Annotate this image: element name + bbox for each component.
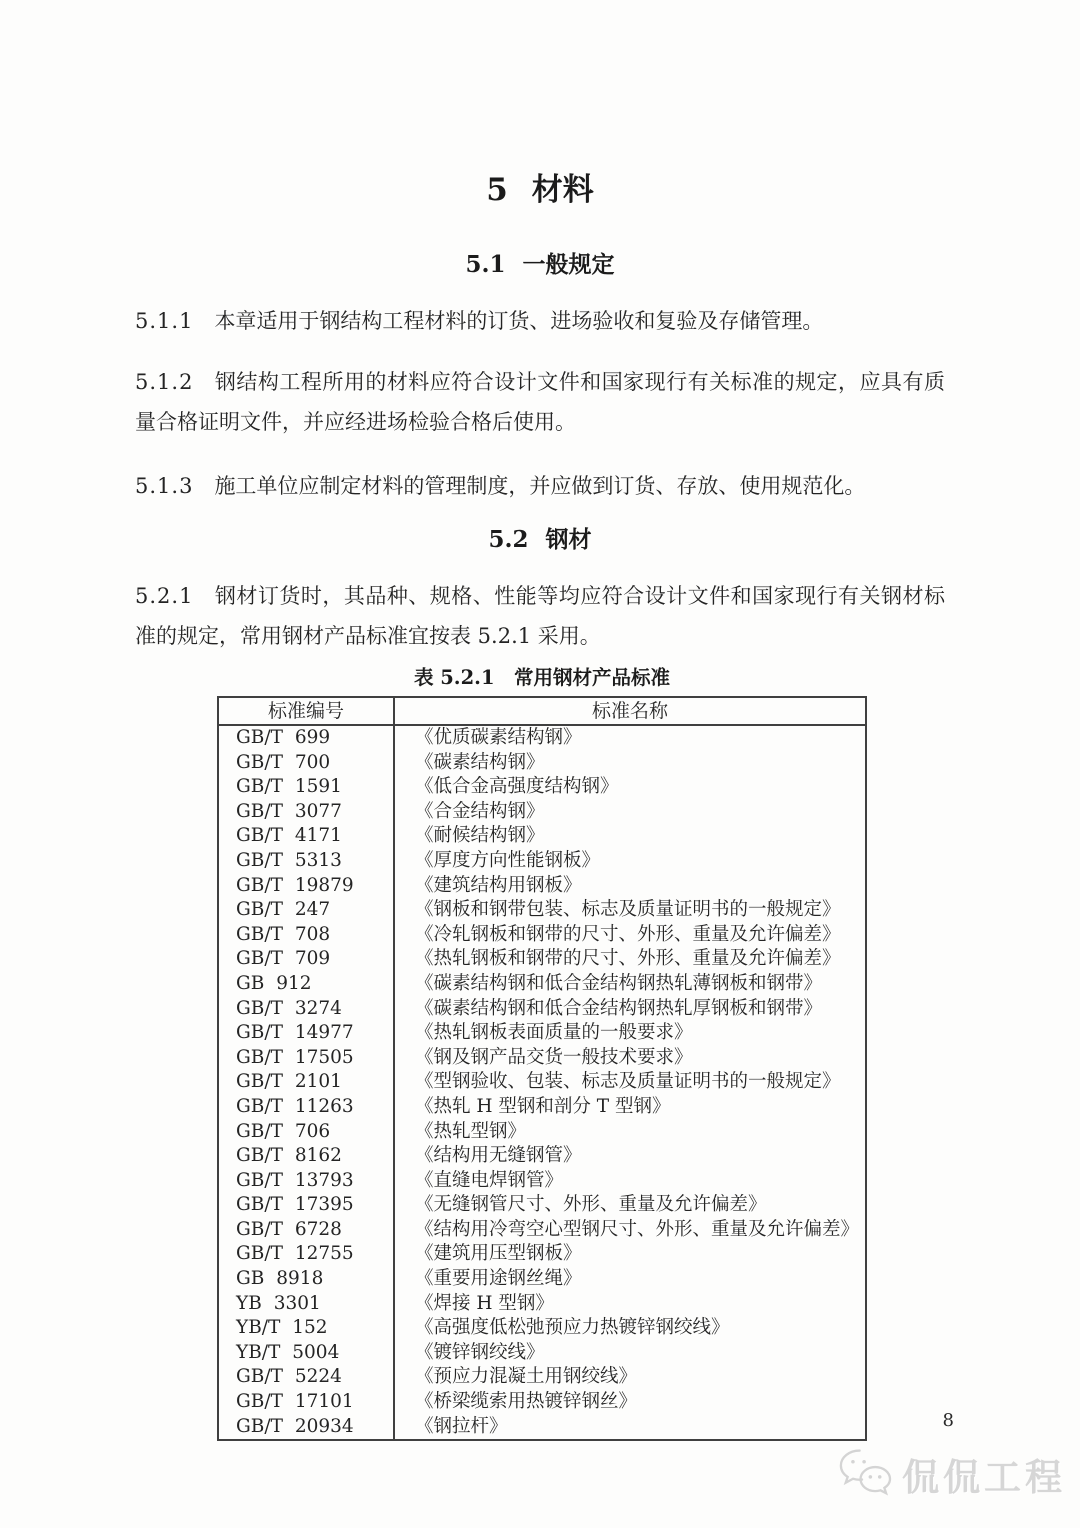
standard-name-cell: 《热轧 H 型钢和剖分 T 型钢》 — [415, 1095, 671, 1117]
wechat-bubbles-logo-icon — [836, 1447, 894, 1501]
table-row — [218, 1390, 866, 1415]
clause-text: 钢结构工程所用的材料应符合设计文件和国家现行有关标准的规定，应具有质量合格证明文件，并应经进场检验合格后使用。 — [135, 370, 945, 434]
clause-5-1-3 — [135, 466, 945, 506]
clause-number: 5.1.3 — [135, 474, 194, 498]
standard-code-cell: GB/T 1591 — [218, 775, 394, 800]
standard-name-cell: 《碳素结构钢和低合金结构钢热轧薄钢板和钢带》 — [415, 972, 823, 994]
standard-code-cell: GB/T 247 — [218, 898, 394, 923]
table-row — [218, 1242, 866, 1267]
standard-code-cell: YB/T 5004 — [218, 1341, 394, 1366]
standard-code-cell: GB/T 700 — [218, 751, 394, 776]
standard-name-cell: 《耐候结构钢》 — [415, 825, 545, 847]
table-row — [218, 1021, 866, 1046]
standard-name-cell: 《碳素结构钢和低合金结构钢热轧厚钢板和钢带》 — [415, 997, 823, 1019]
chapter-title — [135, 0, 945, 208]
table-row — [218, 1365, 866, 1390]
standard-code-cell: GB/T 17101 — [218, 1390, 394, 1415]
table-row — [218, 751, 866, 776]
standard-name-cell: 《镀锌钢绞线》 — [415, 1341, 545, 1363]
standard-name-cell: 《预应力混凝土用钢绞线》 — [415, 1366, 638, 1388]
standard-name-cell: 《重要用途钢丝绳》 — [415, 1268, 582, 1290]
standard-name-cell: 《结构用冷弯空心型钢尺寸、外形、重量及允许偏差》 — [415, 1218, 860, 1240]
table-row — [218, 972, 866, 997]
table-row — [218, 725, 866, 751]
standard-name-cell: 《建筑用压型钢板》 — [415, 1243, 582, 1265]
clause-text: 钢材订货时，其品种、规格、性能等均应符合设计文件和国家现行有关钢材标准的规定，常用钢材产品标准宜按表 5.2.1 采用。 — [135, 584, 945, 648]
clause-number: 5.2.1 — [135, 584, 194, 608]
clause-text: 施工单位应制定材料的管理制度，并应做到订货、存放、使用规范化。 — [214, 474, 866, 498]
standard-code-cell: GB/T 706 — [218, 1120, 394, 1145]
clause-5-1-1 — [135, 301, 945, 341]
standard-name-cell: 《钢板和钢带包装、标志及质量证明书的一般规定》 — [415, 899, 841, 921]
standard-code-cell: GB/T 709 — [218, 947, 394, 972]
column-header-standard-code: 标准编号 — [218, 697, 394, 725]
standard-code-cell: GB/T 5224 — [218, 1365, 394, 1390]
table-header-row — [218, 697, 866, 725]
table-row — [218, 898, 866, 923]
table-row — [218, 997, 866, 1022]
column-header-standard-name: 标准名称 — [394, 697, 866, 725]
standard-name-cell: 《钢拉杆》 — [415, 1415, 508, 1437]
chapter-name: 材料 — [531, 172, 594, 208]
standard-code-cell: GB/T 3077 — [218, 800, 394, 825]
standard-code-cell: GB 912 — [218, 972, 394, 997]
standard-name-cell: 《热轧钢板和钢带的尺寸、外形、重量及允许偏差》 — [415, 948, 841, 970]
section-name: 一般规定 — [522, 251, 615, 278]
table-row — [218, 1341, 866, 1366]
table-row — [218, 1292, 866, 1317]
table-row — [218, 849, 866, 874]
section-number: 5.1 — [465, 251, 506, 278]
clause-number: 5.1.2 — [135, 370, 194, 394]
standards-table — [217, 696, 867, 1441]
standard-code-cell: GB/T 5313 — [218, 849, 394, 874]
standard-name-cell: 《优质碳素结构钢》 — [415, 727, 582, 748]
standard-code-cell: GB/T 8162 — [218, 1144, 394, 1169]
clause-5-1-2 — [135, 362, 945, 442]
clause-text: 本章适用于钢结构工程材料的订货、进场验收和复验及存储管理。 — [214, 309, 824, 333]
table-row — [218, 1120, 866, 1145]
standard-code-cell: GB/T 11263 — [218, 1095, 394, 1120]
table-row — [218, 775, 866, 800]
standard-name-cell: 《热轧型钢》 — [415, 1120, 527, 1142]
table-row — [218, 1218, 866, 1243]
standard-code-cell: GB/T 17505 — [218, 1046, 394, 1071]
clause-number: 5.1.1 — [135, 309, 194, 333]
table-row — [218, 947, 866, 972]
standards-table-body — [218, 725, 866, 1440]
table-caption: 表 5.2.1 常用钢材产品标准 — [413, 666, 671, 689]
standard-name-cell: 《直缝电焊钢管》 — [415, 1169, 564, 1191]
chapter-number: 5 — [486, 172, 508, 208]
standard-code-cell: GB 8918 — [218, 1267, 394, 1292]
standard-name-cell: 《钢及钢产品交货一般技术要求》 — [415, 1046, 693, 1068]
standard-name-cell: 《桥梁缆索用热镀锌钢丝》 — [415, 1391, 638, 1413]
standard-name-cell: 《合金结构钢》 — [415, 800, 545, 822]
table-row — [218, 874, 866, 899]
standard-name-cell: 《低合金高强度结构钢》 — [415, 776, 619, 798]
standard-name-cell: 《型钢验收、包装、标志及质量证明书的一般规定》 — [415, 1071, 841, 1093]
standard-code-cell: GB/T 17395 — [218, 1193, 394, 1218]
table-row — [218, 1267, 866, 1292]
table-row — [218, 1316, 866, 1341]
standard-code-cell: GB/T 3274 — [218, 997, 394, 1022]
standard-code-cell: GB/T 2101 — [218, 1070, 394, 1095]
table-row — [218, 1095, 866, 1120]
table-row — [218, 1415, 866, 1441]
standard-code-cell: GB/T 699 — [218, 725, 394, 751]
standard-code-cell: YB/T 152 — [218, 1316, 394, 1341]
standard-code-cell: GB/T 4171 — [218, 824, 394, 849]
table-row — [218, 1046, 866, 1071]
standard-code-cell: GB/T 12755 — [218, 1242, 394, 1267]
standard-name-cell: 《无缝钢管尺寸、外形、重量及允许偏差》 — [415, 1194, 767, 1216]
standard-code-cell: GB/T 708 — [218, 923, 394, 948]
standard-name-cell: 《热轧钢板表面质量的一般要求》 — [415, 1022, 693, 1044]
standard-name-cell: 《冷轧钢板和钢带的尺寸、外形、重量及允许偏差》 — [415, 923, 841, 945]
watermark-text: 侃侃工程 — [902, 1456, 1066, 1499]
standard-name-cell: 《焊接 H 型钢》 — [415, 1292, 554, 1314]
section-heading-5-1 — [135, 250, 945, 280]
clause-5-2-1 — [135, 576, 945, 656]
standard-name-cell: 《厚度方向性能钢板》 — [415, 849, 601, 871]
standard-code-cell: GB/T 19879 — [218, 874, 394, 899]
table-row — [218, 1070, 866, 1095]
standard-code-cell: GB/T 13793 — [218, 1169, 394, 1194]
table-row — [218, 1193, 866, 1218]
section-heading-5-2 — [135, 525, 945, 555]
table-row — [218, 800, 866, 825]
standard-code-cell: GB/T 20934 — [218, 1415, 394, 1441]
section-number: 5.2 — [488, 526, 529, 553]
standards-table-block — [217, 665, 867, 1441]
watermark — [836, 1447, 1066, 1501]
table-row — [218, 824, 866, 849]
standard-code-cell: GB/T 6728 — [218, 1218, 394, 1243]
section-name: 钢材 — [545, 526, 592, 553]
standard-name-cell: 《结构用无缝钢管》 — [415, 1145, 582, 1167]
page-content — [135, 0, 945, 1441]
table-row — [218, 923, 866, 948]
standard-name-cell: 《建筑结构用钢板》 — [415, 874, 582, 896]
standard-name-cell: 《碳素结构钢》 — [415, 751, 545, 773]
page-number: 8 — [942, 1410, 954, 1431]
standard-code-cell: YB 3301 — [218, 1292, 394, 1317]
table-row — [218, 1144, 866, 1169]
standard-name-cell: 《高强度低松弛预应力热镀锌钢绞线》 — [415, 1317, 730, 1339]
table-row — [218, 1169, 866, 1194]
standard-code-cell: GB/T 14977 — [218, 1021, 394, 1046]
